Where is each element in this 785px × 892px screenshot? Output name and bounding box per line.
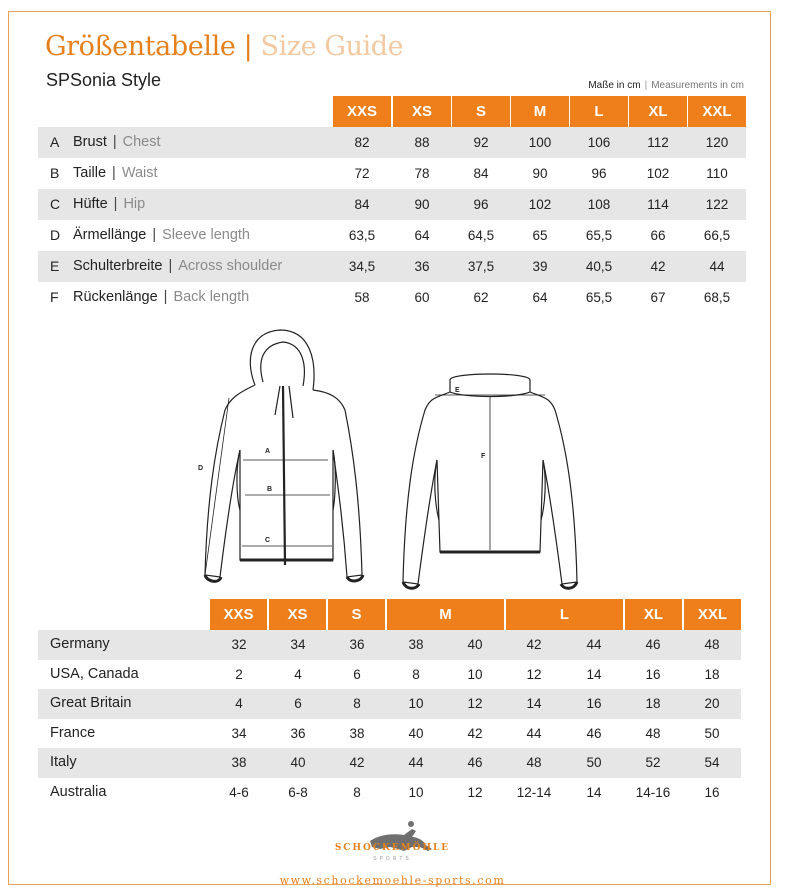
- label-en: Hip: [123, 196, 146, 212]
- conversion-cell: 14: [586, 784, 602, 800]
- conversion-cell: 14: [586, 666, 602, 682]
- measurement-cell: 78: [414, 166, 430, 181]
- measurement-row: [38, 127, 746, 158]
- measurement-cell: 39: [532, 259, 548, 274]
- label-de: Schulterbreite: [73, 258, 163, 274]
- conversion-cell: 12-14: [516, 784, 552, 800]
- measurement-row: [38, 158, 746, 189]
- conversion-row: [38, 719, 741, 749]
- measurement-cell: 84: [473, 166, 489, 181]
- row-label: [73, 127, 161, 158]
- label-de: Taille: [73, 165, 107, 181]
- style-name: SPSonia Style: [46, 70, 162, 90]
- label-c: C: [265, 537, 271, 544]
- conversion-size-header-m: M: [387, 599, 504, 630]
- label-de: Hüfte: [73, 196, 108, 212]
- measurement-cell: 122: [705, 197, 729, 212]
- measurement-cell: 42: [650, 259, 666, 274]
- conversion-cell: 10: [408, 784, 424, 800]
- measurement-cell: 82: [354, 135, 370, 150]
- label-separator: |: [168, 258, 173, 274]
- conversion-cell: 10: [467, 666, 483, 682]
- conversion-cell: 44: [586, 637, 602, 652]
- conversion-cell: 42: [467, 725, 483, 741]
- measurement-cell: 84: [354, 197, 370, 212]
- page-title: [45, 31, 403, 62]
- label-en: Chest: [122, 134, 161, 150]
- measurement-table: [38, 96, 746, 313]
- row-label: [73, 189, 145, 220]
- row-letter: B: [50, 165, 60, 181]
- conversion-size-header-s: S: [328, 599, 385, 630]
- measurement-cell: 65,5: [585, 290, 613, 305]
- measurement-cell: 120: [705, 135, 729, 150]
- conversion-cell: 14: [526, 696, 542, 711]
- conversion-cell: 34: [290, 637, 306, 652]
- conversion-cell: 50: [704, 725, 720, 741]
- size-header-xxs: XXS: [333, 96, 391, 127]
- conversion-cell: 38: [231, 755, 247, 770]
- measurement-cell: 44: [709, 259, 725, 274]
- measurement-cell: 58: [354, 290, 370, 305]
- conversion-cell: 38: [349, 725, 365, 741]
- conversion-size-header-xs: XS: [269, 599, 326, 630]
- measurement-cell: 114: [647, 197, 669, 212]
- measurement-row: [38, 189, 746, 220]
- label-separator: |: [112, 134, 117, 150]
- measurement-cell: 63,5: [348, 228, 376, 243]
- country-label: Australia: [50, 783, 107, 800]
- label-de: Ärmellänge: [73, 227, 147, 243]
- label-de: Rückenlänge: [73, 289, 158, 305]
- row-label: [73, 158, 158, 189]
- conversion-cell: 6-8: [288, 784, 308, 800]
- conversion-cell: 42: [349, 755, 365, 770]
- conversion-cell: 16: [645, 666, 661, 682]
- label-f: F: [481, 453, 486, 460]
- conversion-size-header-xl: XL: [625, 599, 682, 630]
- title-en: Size Guide: [260, 31, 404, 62]
- conversion-cell: 52: [645, 755, 661, 770]
- size-header-m: M: [511, 96, 569, 127]
- label-en: Sleeve length: [162, 227, 250, 243]
- measurement-cell: 65,5: [585, 228, 613, 243]
- measurement-cell: 64: [414, 228, 430, 243]
- measurement-cell: 108: [587, 197, 611, 212]
- measurement-cell: 36: [414, 259, 430, 274]
- conversion-cell: 48: [645, 725, 661, 741]
- label-d: D: [198, 465, 204, 472]
- conversion-cell: 12: [467, 784, 483, 800]
- conversion-cell: 18: [645, 696, 661, 711]
- measurement-cell: 62: [473, 290, 489, 305]
- conversion-cell: 46: [467, 755, 483, 770]
- measurement-cell: 96: [591, 166, 607, 181]
- country-label: France: [50, 724, 96, 741]
- conversion-cell: 46: [586, 725, 602, 741]
- row-label: [73, 220, 250, 251]
- conversion-cell: 6: [353, 666, 361, 682]
- conversion-cell: 8: [412, 666, 420, 682]
- row-letter: A: [50, 134, 60, 150]
- conversion-row: [38, 748, 741, 778]
- units-note: [588, 80, 744, 91]
- conversion-cell: 50: [586, 755, 602, 770]
- conversion-cell: 4: [235, 696, 243, 711]
- brand-subtitle: SPORTS: [373, 856, 412, 862]
- conversion-cell: 44: [408, 755, 424, 770]
- size-conversion-table: [38, 599, 741, 807]
- country-label: Great Britain: [50, 695, 132, 711]
- jacket-diagram: [185, 320, 585, 600]
- conversion-cell: 42: [526, 637, 542, 652]
- conversion-cell: 10: [408, 696, 424, 711]
- row-letter: F: [50, 289, 59, 305]
- measurement-table-header: [38, 96, 746, 127]
- conversion-cell: 18: [704, 666, 720, 682]
- measurement-cell: 60: [414, 290, 430, 305]
- measurement-cell: 102: [528, 197, 552, 212]
- measurement-cell: 67: [650, 290, 666, 305]
- measurement-cell: 100: [528, 135, 552, 150]
- conversion-cell: 44: [526, 725, 542, 741]
- size-header-xl: XL: [629, 96, 687, 127]
- size-header-l: L: [570, 96, 628, 127]
- measurement-cell: 106: [587, 135, 611, 150]
- conversion-cell: 32: [231, 637, 247, 652]
- label-de: Brust: [73, 134, 107, 150]
- label-en: Waist: [121, 165, 158, 181]
- label-en: Back length: [173, 289, 250, 305]
- conversion-cell: 8: [353, 784, 361, 800]
- measurement-cell: 65: [532, 228, 548, 243]
- conversion-cell: 12: [526, 666, 542, 682]
- conversion-cell: 4: [294, 666, 302, 682]
- measurement-cell: 90: [414, 197, 430, 212]
- conversion-size-header-l: L: [506, 599, 623, 630]
- row-label: [73, 251, 282, 282]
- conversion-table-header: [38, 599, 741, 630]
- website-link[interactable]: www.schockemoehle-sports.com: [279, 874, 506, 887]
- conversion-cell: 48: [704, 637, 720, 652]
- conversion-row: [38, 778, 741, 808]
- title-de: Größentabelle: [45, 31, 236, 62]
- measurement-row: [38, 220, 746, 251]
- size-header-xxl: XXL: [688, 96, 746, 127]
- label-separator: |: [163, 289, 168, 305]
- measurement-cell: 66,5: [703, 228, 731, 243]
- label-e: E: [455, 387, 460, 394]
- measurement-cell: 34,5: [348, 259, 376, 274]
- row-label: [73, 282, 249, 313]
- size-header-s: S: [452, 96, 510, 127]
- measurement-cell: 68,5: [703, 290, 731, 305]
- jacket-front-drawing: [205, 330, 363, 581]
- conversion-cell: 34: [231, 725, 247, 741]
- units-de: Maße in cm: [588, 80, 641, 91]
- measurement-row: [38, 282, 746, 313]
- conversion-cell: 40: [290, 755, 306, 770]
- conversion-cell: 16: [586, 696, 602, 711]
- conversion-size-header-xxs: XXS: [210, 599, 267, 630]
- conversion-row: [38, 630, 741, 660]
- measurement-cell: 96: [473, 197, 489, 212]
- measurement-cell: 40,5: [585, 259, 613, 274]
- measurement-cell: 90: [532, 166, 548, 181]
- conversion-cell: 40: [467, 637, 483, 652]
- conversion-cell: 12: [467, 696, 483, 711]
- conversion-row: [38, 689, 741, 719]
- conversion-cell: 54: [704, 755, 720, 770]
- measurement-cell: 37,5: [467, 259, 495, 274]
- conversion-cell: 16: [704, 784, 720, 800]
- units-separator: |: [644, 80, 648, 91]
- measurement-row: [38, 251, 746, 282]
- conversion-cell: 6: [294, 696, 302, 711]
- label-separator: |: [112, 165, 116, 181]
- back-measure-lines: [435, 395, 545, 550]
- measurement-cell: 64,5: [467, 228, 495, 243]
- country-label: Italy: [50, 754, 77, 770]
- row-letter: C: [50, 196, 61, 212]
- row-letter: D: [50, 227, 61, 243]
- conversion-cell: 40: [408, 725, 424, 741]
- measurement-cell: 112: [647, 135, 669, 150]
- conversion-cell: 4-6: [229, 784, 249, 800]
- conversion-cell: 20: [704, 696, 720, 711]
- label-separator: |: [152, 227, 157, 243]
- measurement-cell: 110: [706, 166, 728, 181]
- conversion-cell: 36: [349, 637, 365, 652]
- conversion-cell: 8: [353, 696, 361, 711]
- conversion-cell: 48: [526, 755, 542, 770]
- conversion-row: [38, 660, 741, 690]
- title-separator: |: [243, 31, 253, 62]
- label-separator: |: [113, 196, 118, 212]
- country-label: USA, Canada: [50, 665, 139, 682]
- size-header-xs: XS: [393, 96, 451, 127]
- brand-name: SCHOCKEMÖHLE: [334, 843, 451, 853]
- label-en: Across shoulder: [178, 258, 283, 274]
- measurement-cell: 66: [650, 228, 666, 243]
- conversion-cell: 14-16: [635, 784, 671, 800]
- label-a: A: [265, 448, 271, 455]
- units-en: Measurements in cm: [651, 80, 744, 91]
- conversion-cell: 2: [235, 666, 243, 682]
- measurement-cell: 64: [532, 290, 548, 305]
- conversion-cell: 38: [408, 637, 424, 652]
- label-b: B: [267, 486, 273, 493]
- conversion-cell: 36: [290, 725, 306, 741]
- country-label: Germany: [50, 636, 110, 652]
- row-letter: E: [50, 258, 60, 274]
- conversion-size-header-xxl: XXL: [684, 599, 741, 630]
- measurement-cell: 102: [646, 166, 670, 181]
- measurement-cell: 72: [354, 166, 370, 181]
- measurement-cell: 92: [473, 135, 489, 150]
- conversion-cell: 46: [645, 637, 661, 652]
- measurement-cell: 88: [414, 135, 430, 150]
